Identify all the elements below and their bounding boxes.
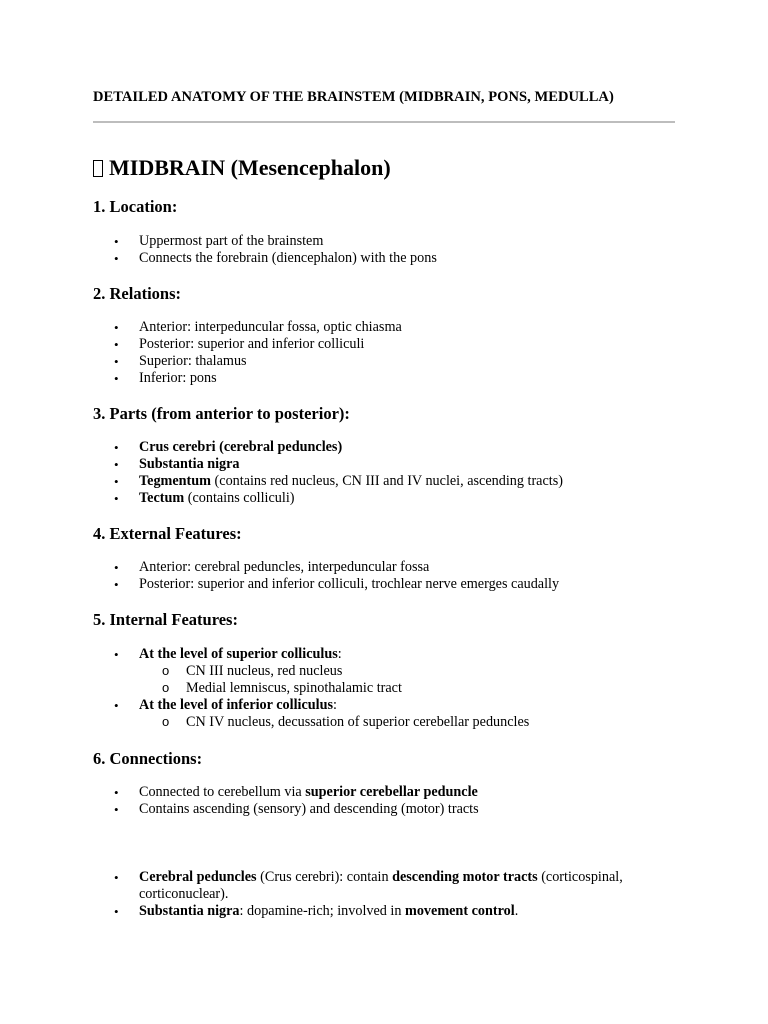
location-list [0,233,437,267]
list-item [0,439,563,456]
sub-list-item: o Medial lemniscus, spinothalamic tract [0,680,529,697]
sub-list-item: o CN III nucleus, red nucleus [0,663,529,680]
bold-term: Substantia nigra [139,456,240,472]
list-item [0,869,675,903]
item-text: : [333,697,337,713]
list-item [0,903,675,920]
bold-term: Cerebral peduncles [139,869,257,885]
heading-parts: 3. Parts (from anterior to posterior): [93,404,350,423]
heading-location: 1. Location: [93,197,178,216]
item-text: : dopamine-rich; involved in [239,903,406,919]
list-item: • Posterior: superior and inferior colliculi [0,336,402,353]
bold-term: descending motor tracts [392,869,538,885]
external-features-list [0,559,559,593]
missing-glyph-box-icon [93,160,103,177]
heading-connections: 6. Connections: [93,749,203,768]
list-item: • Posterior: superior and inferior colliculi, trochlear nerve emerges caudally [0,576,559,593]
bold-term: At the level of inferior colliculus [139,697,333,713]
item-text: : [337,646,342,662]
list-item: • Uppermost part of the brainstem [0,233,437,250]
item-text: (contains red nucleus, CN III and IV nuclei, ascending tracts) [211,473,563,489]
list-item [0,473,563,490]
bold-term: superior cerebellar peduncle [305,784,478,800]
item-text: (corticospinal, corticonuclear). [139,869,623,902]
bold-term: Substantia nigra [139,903,240,919]
document-title: DETAILED ANATOMY OF THE BRAINSTEM (MIDBRAIN, PONS, MEDULLA) [93,89,614,105]
item-text: Connected to cerebellum via [139,784,306,800]
list-item: • Connects the forebrain (diencephalon) with the pons [0,250,437,267]
heading-internal-features: 5. Internal Features: [93,610,238,629]
heading-external-features: 4. External Features: [93,524,242,543]
list-item [0,784,479,801]
parts-list [0,439,563,507]
bold-term: movement control [405,903,515,919]
item-text: (Crus cerebri): contain [256,869,393,885]
section-title [93,154,391,182]
list-item [0,697,529,714]
list-item: • Superior: thalamus [0,353,402,370]
bold-term: Tegmentum [139,473,211,489]
item-text: (contains colliculi) [184,490,295,506]
item-text: . [514,903,519,919]
section-title-text: MIDBRAIN (Mesencephalon) [109,155,391,180]
list-item: • Anterior: cerebral peduncles, interpeduncular fossa [0,559,559,576]
relations-list [0,319,402,387]
internal-features-list [0,646,529,731]
list-item [0,490,563,507]
horizontal-rule [93,121,675,123]
connections-list [0,784,479,818]
bold-term: Crus cerebri (cerebral peduncles) [139,439,343,455]
list-item: • Contains ascending (sensory) and descending (motor) tracts [0,801,479,818]
extra-list [0,869,675,920]
sub-list-item: o CN IV nucleus, decussation of superior cerebellar peduncles [0,714,529,731]
list-item [0,646,529,663]
list-item [0,456,563,473]
heading-relations: 2. Relations: [93,284,181,303]
bold-term: Tectum [139,490,185,506]
list-item: • Inferior: pons [0,370,402,387]
list-item: • Anterior: interpeduncular fossa, optic chiasma [0,319,402,336]
bold-term: At the level of superior colliculus [139,646,338,662]
